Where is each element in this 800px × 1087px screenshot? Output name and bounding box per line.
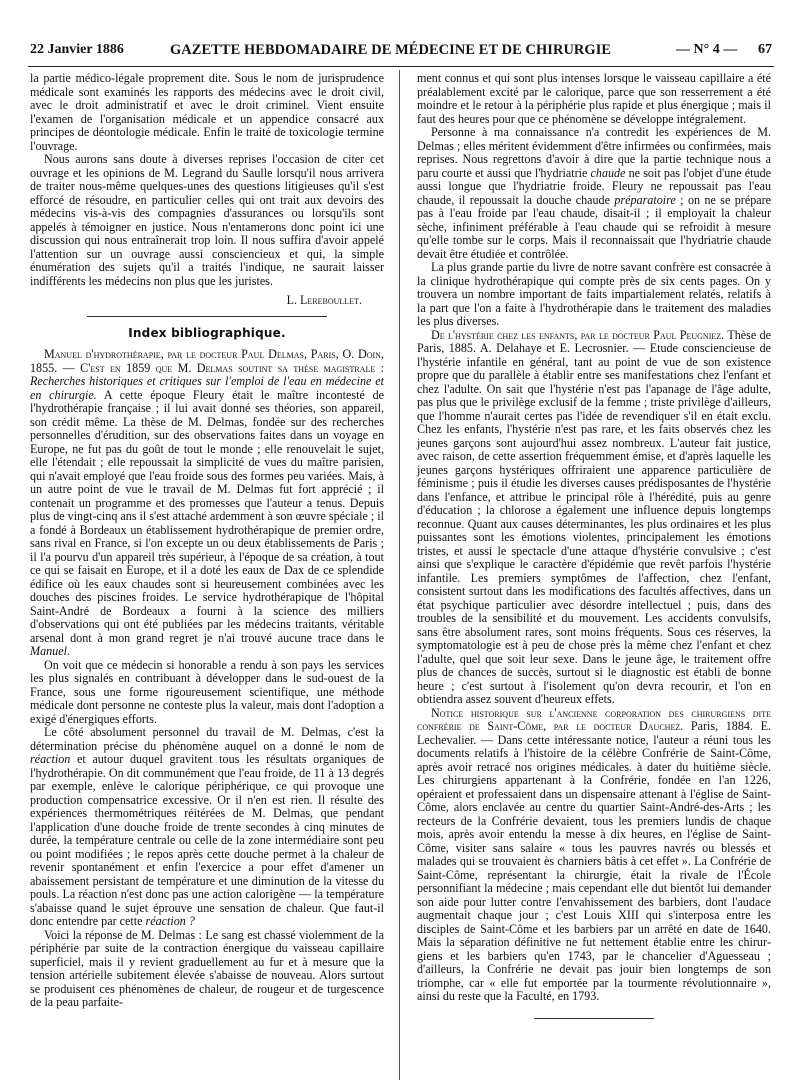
- author-signature: L. Lereboullet.: [286, 293, 362, 307]
- entry-text: A cette époque Fleury était le maître incontesté de l'hydrothérapie française ; il lui avait donné ses théories, son appareil, son crédit même. La thèse de M. Delmas, fondée sur des recherches personnelles d'érudition, sur des observations faites dans un voyage en Europe, ne fut pas du goût de tout le monde ; elle renouvelait le sujet, elle l'étendait ; elle repoussait la simplicité de vues du maître parisien, qui n'avait employé que l'eau froide sous des formes peu variées. Mais, à un autre point de vue le travail de M. Delmas fut fort apprécié ; il contenait un programme et des promesses que l'auteur a tenus. Depuis plus de vingt-cinq ans il s'est attaché ardemment à son œuvre spéciale ; il a fondé à Bordeaux un établissement hydrothérapique de premier ordre, sans rival en France, si l'on excepte un ou deux établissements de Paris ; il l'a pourvu d'un appareil très supérieur, à l'époque de sa création, à tout ce qui se faisait en Europe, et il a doté les eaux de Dax de ce splendide édifice où les eaux chaudes sont si heureusement combinées avec les douches des piscines froides. Le service hydrothérapique de l'hôpital Saint-André de Bordeaux a fourni à la science des milliers d'observations qui ont été publiées par les médecins traitants, véritable arsenal dont à mon grand regret je n'ai trouvé aucune trace dans le: [30, 387, 384, 645]
- end-rule: [534, 1018, 654, 1019]
- left-column: [30, 72, 384, 1010]
- page-header: [30, 42, 772, 64]
- issue-number: — N° 4 —: [676, 42, 738, 57]
- emphasis: chaude: [590, 165, 626, 180]
- text-span: et autour duquel gravitent tous les résultats organiques de l'hydrothérapie. On dit communément que l'eau froide, de 11 à 13 degrés par exemple, enlève le calorique périphérique, ce qui provoque une production compensatrice excessive. Or il n'en est rien. Il résulte des expériences thermométriques réitérées de M. Delmas, que pendant l'application d'une douche froide de trente secondes à cinq minutes de durée, la température centrale ou celle de la zone intermédiaire sont peu ou point modifiées ; le repos après cette douche permet à la chaleur de revenir spontanément et enfin l'exercice a pour effet d'amener un abaissement persistant de température et une diminution de la vitesse du pouls. La réaction n'est donc pas une action calorigène — la température s'abaisse quand le sujet éprouve une sensation de chaleur. Que faut-il donc entendre par cette: [30, 752, 384, 928]
- book-title: Manuel: [30, 644, 67, 658]
- right-column: [417, 72, 771, 1019]
- paragraph: la partie médico-légale proprement dite. Sous le nom de jurisprudence médicale sont examinés les rapports des médecins avec le droit civil, avec le droit administratif et avec le droit criminel. Vient ensuite l'examen de l'organisation médicale et un appendice consacré aux principes de déontologie médicale. Enfin le traité de toxicologie termine l'ouvrage.: [30, 71, 384, 153]
- header-rule: [28, 66, 774, 67]
- emphasis: réaction ?: [145, 914, 195, 928]
- entry-text: Thèse de Paris, 1885. A. Delahaye et E. Lecrosnier. — Etude consciencieuse de l'hystérie infantile en général, tant au point de vue de son existence propre que du parallèle à établir entre ses manifestations chez l'enfant et chez l'adulte. On sait que l'hystérie n'est pas l'apanage de l'âge adulte, pas plus que le privilège exclusif de la femme ; triste privilège d'ailleurs, que l'homme n'aurait certes pas l'idée de revendiquer s'il en était exclu. Chez les enfants, l'hystérie n'est pas rare, et les faits observés chez les jeunes garçons sont aujourd'hui assez nombreux. L'auteur fait justice, avec raison, de cette assertion fréquemment émise, et d'après laquelle les jeunes garçons hystériques offriraient une apparence particulière de féminisme ; puis il étudie les diverses causes prédisposantes de l'hystérie dans l'enfance, et attribue le principal rôle à l'hérédité, puis au genre d'éducation ; la chlorose a également une influence depuis longtemps reconnue. Quant aux causes déterminantes, les plus ordinaires et les plus puissantes sont les émotions violentes, principalement les émotions tristes, et aussi le spectacle d'une attaque d'hystérie convulsive ; c'est ainsi que s'explique le caractère d'épidémie que revêt parfois l'hystérie infantile. Les premiers symptômes de l'affection, chez l'enfant, consistent surtout dans les modifications des facultés affectives, dans un état psychique particulier avec désordre intellectuel ; puis, dans des troubles de la sensibilité et du mouvement. Les accidents convulsifs, sans être absolument rares, sont moins fréquents. Sous ces réserves, la symptomatologie est à peu de chose près la même chez l'enfant et chez l'adulte, quel que soit leur sexe. Dans le jeune âge, le traitement offre plus de chances de succès, surtout si le diagnostic est établi de bonne heure ; c'est surtout à l'isolement qu'on devra recourir, et l'on en obtiendra assez souvent d'heureux effets.: [417, 327, 771, 706]
- bibliography-entry: [417, 329, 771, 707]
- page-number: 67: [758, 42, 772, 57]
- bibliography-entry: [30, 348, 384, 659]
- entry-lead: Notice historique sur l'ancienne corporation des chirurgiens dite confrérie de Saint-Côme, par le docteur Dauchez.: [417, 705, 771, 733]
- emphasis: préparatoire: [614, 192, 676, 207]
- paragraph: Nous aurons sans doute à diverses reprises l'occasion de citer cet ouvrage et les opinions de M. Legrand du Saulle lorsqu'il nous arrivera de traiter nous-même quelques-unes des questions litigieuses qu'il s'est efforcé de résoudre, en particulier celles qui ont trait aux devoirs des médecins vis-à-vis des compagnies d'assurances ou lorsqu'ils sont appelés à témoigner en justice. Nous n'entamerons donc point ici une discussion qui nous entraînerait trop loin. Il nous suffira d'avoir appelé l'attention sur un ouvrage aussi consciencieux et qui, la simple énumération des sujets qu'il a traités l'indique, ne saurait laisser indifférents les médecins non plus que les juristes.: [30, 152, 384, 288]
- entry-end: .: [66, 644, 70, 658]
- thesis-title: Recherches historiques et critiques sur l'emploi de l'eau en médecine et en chirurgie.: [30, 374, 384, 402]
- paragraph: Voici la réponse de M. Delmas : Le sang est chassé violemment de la périphérie par suite de la contraction énergique du vaisseau capillaire superficiel, mais il y revient graduellement au fur et à mesure que la tension artérielle subitement élevée s'abaisse de nouveau. Alors surtout se produisent ces phénomènes de chaleur, de rougeur et de turgescence de la peau parfaite-: [30, 927, 384, 1009]
- text-span: ne soit pas l'objet d'une étude aussi longue que l'hydriatrie froide. Fleury ne repoussait pas l'eau chaude, il repoussait la douche chaude: [417, 165, 771, 207]
- entry-text: Paris, 1884. E. Lechevalier. — Dans cette intéressante notice, l'auteur a réuni tous les documents relatifs à l'histoire de la célèbre Confrérie de Saint-Côme, après avoir retracé nos origines médicales. à dater du huitième siècle. Les chirurgiens appartenant à la Confrérie, fondée en l'an 1226, opéraient et professaient dans un dispensaire attenant à l'église de Saint-Côme, alors enclavée au centre du quartier Saint-André-des-Arts ; les recteurs de la Confrérie devaient, tous les premiers lundis de chaque mois, après avoir entendu la messe à dix heures, en l'église de Saint-Côme, visiter sans salaire « tous les pauvres navrés ou blessés et malades qui se trouvaient ès charniers bâtis à cet effet ». La Confrérie de Saint-Côme, représentant la chirurgie, était la rivale de l'École personnifiant la médecine ; mais cependant elle dut bientôt lui demander son aide pour lutter contre l'envahissement des barbiers, dont l'audace augmentait chaque jour ; c'est Louis XIII qui s'interposa entre les disciples de Saint-Côme et les barbiers par un arrêté en date de 1640. Mais la séparation définitive ne fut nettement établie entre les chirurgiens et les barbiers qu'en 1743, par le chancelier d'Aguesseau ; d'ailleurs, la Confrérie ne devait pas jouir bien longtemps de son triomphe, car « elle fut emportée par la tourmente révolutionnaire », ainsi du reste que la Faculté, en 1793.: [417, 719, 771, 1003]
- issue-date: 22 Janvier 1886: [30, 42, 124, 57]
- paragraph: ment connus et qui sont plus intenses lorsque le vaisseau capillaire a été préalablement excité par le calorique, parce que son resserrement a été moindre et le retour à la périphérie plus rapide et plus énergique ; mais il faut des heures pour que ce phénomène se développe intégralement.: [417, 71, 771, 126]
- journal-title: GAZETTE HEBDOMADAIRE DE MÉDECINE ET DE CHIRURGIE: [170, 42, 612, 58]
- bibliography-entry: [417, 707, 771, 1004]
- section-heading: Index bibliographique.: [128, 325, 286, 340]
- paragraph: On voit que ce médecin si honorable a rendu à son pays les services les plus signalés en contribuant à développer dans le sud-ouest de la France, sous une forme rigoureusement scientifique, une méthode médicale dont personne ne conteste plus la valeur, mais dont l'adoption a exigé d'énergiques efforts.: [30, 657, 384, 726]
- column-divider: [399, 70, 400, 1080]
- text-span: Le côté absolument personnel du travail de M. Delmas, c'est la détermination précise du phénomène auquel on a donné le nom de: [30, 725, 384, 753]
- entry-lead: Manuel d'hydrothérapie, par le docteur Paul Delmas, Paris, O. Doin, 1855. — C'est en 1859 que M. Delmas soutint sa thèse magistrale :: [30, 347, 384, 375]
- text-span: ; on ne se prépare pas à l'eau froide par l'eau chaude, disait-il ; il employait la chaleur sèche, infiniment préférable à l'eau chaude qui se refroidit à mesure qu'elle tombe sur le corps. Mais il reconnaissait que l'hydriatrie chaude devait être étudiée et contrôlée.: [417, 192, 772, 261]
- paragraph: [417, 126, 771, 261]
- section-divider: [87, 316, 327, 317]
- text-span: Personne à ma connaissance n'a contredit les expériences de M. Delmas ; elles méritent évidemment d'être infirmées ou confirmées, mais reprises. Nous regrettons d'avoir à dire que la partie technique nous a paru courte et aussi que l'hydriatrie: [417, 125, 771, 180]
- paragraph: [30, 726, 384, 929]
- emphasis: réaction: [30, 752, 71, 766]
- paragraph: La plus grande partie du livre de notre savant confrère est consacrée à la clinique hydrothérapique qui compte près de six cents pages. On y trouvera un nombre important de faits impartialement relatés, relatifs à la part que l'on a faite à l'hydrothérapie dans le traitement des maladies les plus diverses.: [417, 260, 771, 328]
- entry-lead: De l'hystérie chez les enfants, par le docteur Paul Peugniez.: [431, 327, 725, 342]
